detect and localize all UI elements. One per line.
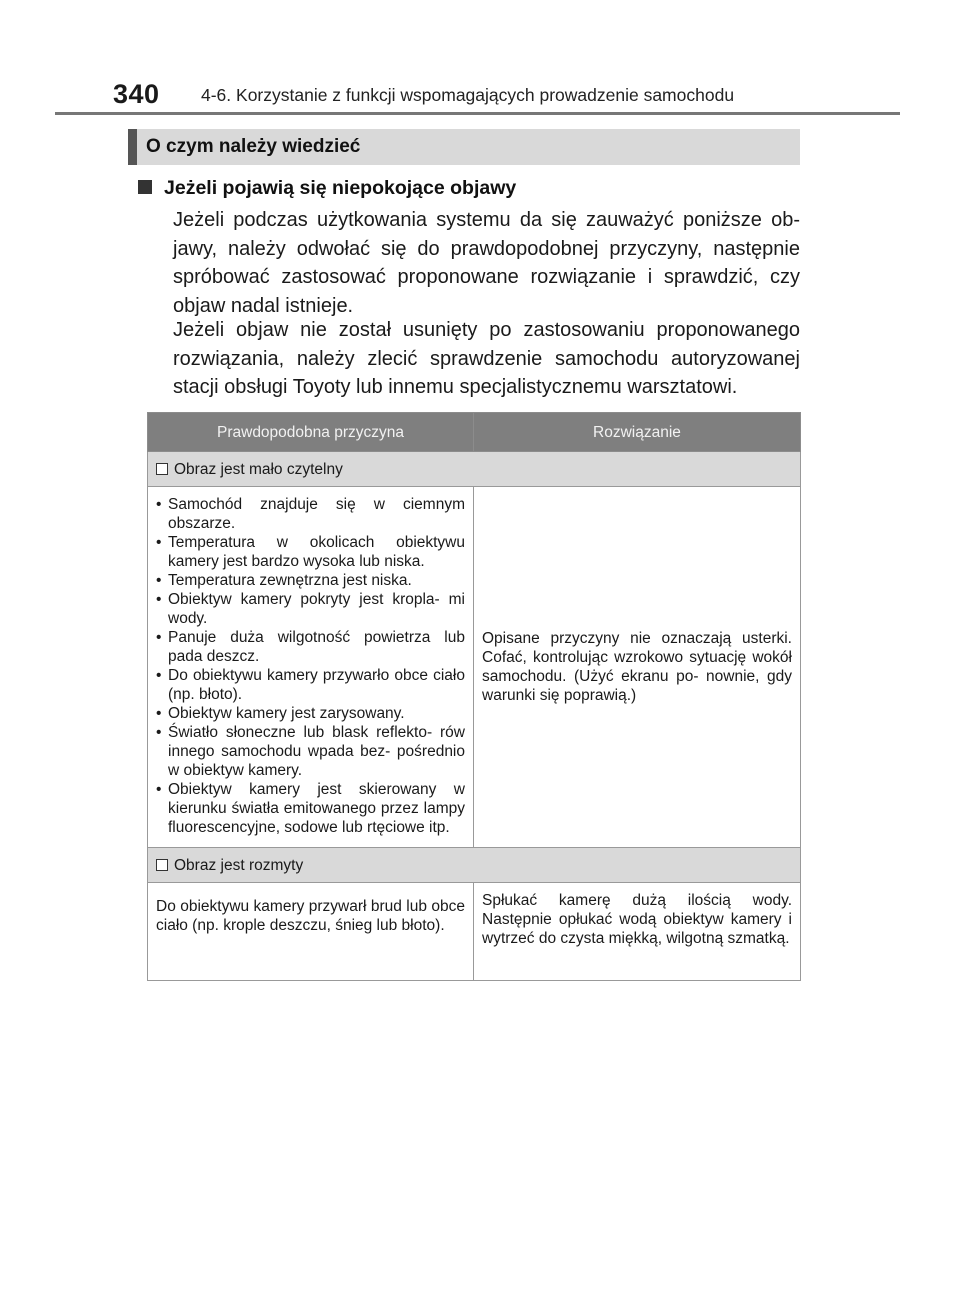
checkbox-square-icon <box>156 859 168 871</box>
table-header-row <box>148 413 801 452</box>
solution-cell <box>474 487 801 848</box>
symptom-cell <box>148 452 801 487</box>
symptom-text: Obraz jest rozmyty <box>174 856 304 874</box>
page-number: 340 <box>113 79 160 109</box>
list-item: • Panuje duża wilgotność powietrza lub pada deszcz. <box>156 628 465 666</box>
subsection-heading <box>138 177 516 200</box>
symptom-row <box>148 452 801 487</box>
cause-cell <box>148 883 474 981</box>
list-item: • Temperatura w okolicach obiektywu kamery jest bardzo wysoka lub niska. <box>156 533 465 571</box>
solution-text: Opisane przyczyny nie oznaczają usterki. Cofać, kontrolując wzrokowo sytuację wokół samochodu. (Użyć ekranu po- nownie, gdy warunki się poprawią.) <box>482 630 792 704</box>
symptom-text: Obraz jest mało czytelny <box>174 460 343 478</box>
table-row <box>148 883 801 981</box>
solution-text: Spłukać kamerę dużą ilością wody. Następnie opłukać wodą obiektyw kamery i wytrzeć do czysta miękką, wilgotną szmatką. <box>482 892 792 947</box>
symptom-cell <box>148 848 801 883</box>
list-item: • Samochód znajduje się w ciemnym obszarze. <box>156 495 465 533</box>
list-item: • Do obiektywu kamery przywarło obce ciało (np. błoto). <box>156 666 465 704</box>
column-header-solution: Rozwiązanie <box>474 413 801 452</box>
list-item: • Obiektyw kamery jest zarysowany. <box>156 704 465 723</box>
checkbox-square-icon <box>156 463 168 475</box>
cause-text: Do obiektywu kamery przywarł brud lub obce ciało (np. krople deszczu, śnieg lub błoto). <box>156 898 465 934</box>
subsection-heading-text: Jeżeli pojawią się niepokojące objawy <box>164 177 517 199</box>
solution-cell <box>474 883 801 981</box>
running-title: 4-6. Korzystanie z funkcji wspomagających prowadzenie samochodu <box>201 85 735 105</box>
symptom-row <box>148 848 801 883</box>
table-row <box>148 487 801 848</box>
section-accent <box>128 129 137 165</box>
column-header-cause: Prawdopodobna przyczyna <box>148 413 474 452</box>
header-rule <box>55 112 900 115</box>
list-item: • Obiektyw kamery pokryty jest kropla- mi wody. <box>156 590 465 628</box>
section-title-bar <box>128 129 800 165</box>
service-paragraph: Jeżeli objaw nie został usunięty po zastosowaniu proponowanego rozwiązania, należy zlecić sprawdzenie samochodu autoryzowanej stacji obsługi Toyoty lub innemu specjalistycznemu warsztatowi. <box>173 319 800 398</box>
causes-cell <box>148 487 474 848</box>
intro-paragraph: Jeżeli podczas użytkowania systemu da się zauważyć poniższe ob- jawy, należy odwołać się do prawdopodobnej przyczyny, następnie spróbować zastosować proponowane rozwiązanie i sprawdzić, czy objaw nadal istnieje. <box>173 209 800 317</box>
square-bullet-icon <box>138 180 152 194</box>
list-item: • Obiektyw kamery jest skierowany w kierunku światła emitowanego przez lampy fluorescencyjne, sodowe lub rtęciowe itp. <box>156 780 465 837</box>
troubleshooting-table <box>147 412 801 981</box>
section-title: O czym należy wiedzieć <box>146 136 361 157</box>
list-item: • Światło słoneczne lub blask reflekto- rów innego samochodu wpada bez- pośrednio w obiektyw kamery. <box>156 723 465 780</box>
causes-list <box>148 487 473 847</box>
list-item: • Temperatura zewnętrzna jest niska. <box>156 571 465 590</box>
